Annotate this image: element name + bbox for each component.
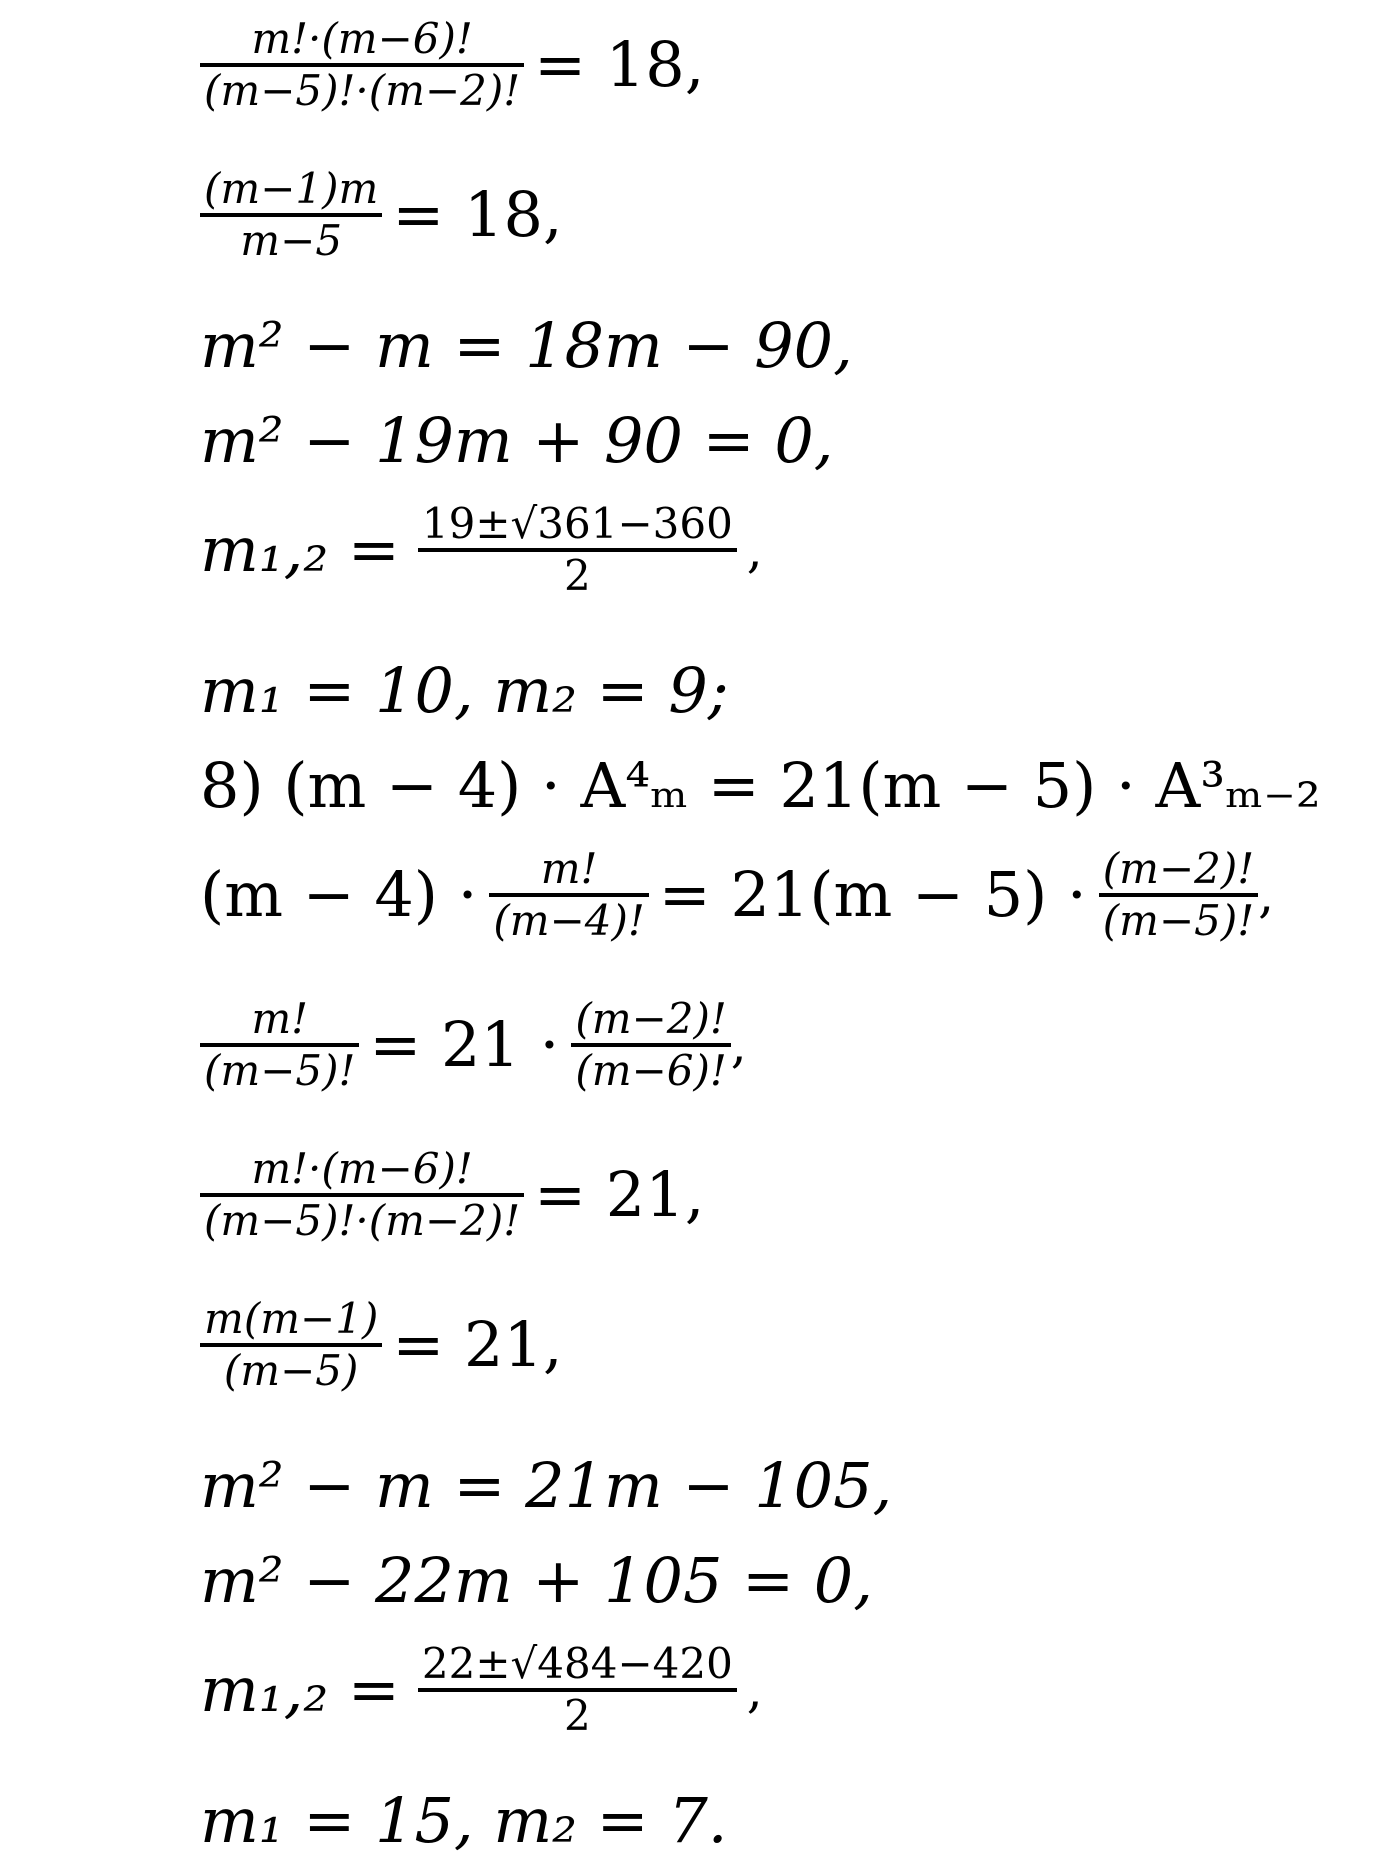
numerator: (m−2)! [1102, 844, 1255, 893]
numerator: m!·(m−6)! [251, 1144, 473, 1193]
numerator: (m−2)! [575, 994, 727, 1043]
fraction [200, 165, 382, 266]
denominator: (m−5) [223, 1346, 359, 1396]
equation-text: m² − 19m + 90 = 0, [200, 404, 834, 477]
numerator: 19±√361−360 [421, 499, 733, 548]
rhs: = 21, [534, 1158, 705, 1232]
denominator: (m−4)! [493, 896, 645, 946]
lhs: m₁,₂ = [200, 513, 400, 587]
denominator: (m−5)!·(m−2)! [204, 1196, 521, 1246]
rhs: = 21, [392, 1308, 563, 1382]
equation-text: m² − 22m + 105 = 0, [200, 1544, 873, 1617]
equation-text: m² − m = 18m − 90, [200, 309, 853, 382]
fraction [489, 845, 648, 946]
fraction [200, 1295, 382, 1396]
fraction [418, 500, 737, 601]
fraction [200, 995, 359, 1096]
comma: , [746, 1661, 763, 1720]
equation-line-11 [200, 1295, 563, 1396]
equation-line-12 [200, 1449, 893, 1522]
numerator: 22±√484−420 [421, 1639, 733, 1688]
equation-line-14 [200, 1640, 763, 1741]
equation-line-6 [200, 654, 729, 727]
equation-text: m² − m = 21m − 105, [200, 1449, 893, 1522]
equation-text: m₁ = 15, m₂ = 7. [200, 1784, 728, 1857]
numerator: (m−1)m [204, 164, 379, 213]
fraction [418, 1640, 737, 1741]
denominator: (m−5)! [204, 1046, 356, 1096]
fraction [571, 995, 730, 1096]
middle: = 21(m − 5) · [658, 858, 1087, 932]
denominator: 2 [563, 1691, 591, 1741]
denominator: m−5 [240, 216, 343, 266]
lhs: m₁,₂ = [200, 1653, 400, 1727]
rhs: = 18, [534, 28, 705, 102]
equation-line-15 [200, 1784, 728, 1857]
denominator: 2 [563, 551, 591, 601]
equation-line-3 [200, 309, 853, 382]
lhs: (m − 4) · [200, 858, 478, 932]
equation-line-5 [200, 500, 763, 601]
numerator: m! [540, 844, 598, 893]
equation-text: m₁ = 10, m₂ = 9; [200, 654, 729, 727]
rhs: = 18, [392, 178, 563, 252]
equation-line-1 [200, 15, 704, 116]
comma: , [746, 521, 763, 580]
comma: , [1258, 866, 1275, 925]
equation-line-10 [200, 1145, 704, 1246]
denominator: (m−5)! [1102, 896, 1255, 946]
equation-line-2 [200, 165, 563, 266]
equation-text: 8) (m − 4) · A⁴ₘ = 21(m − 5) · A³ₘ₋₂ [200, 749, 1321, 822]
numerator: m! [251, 994, 309, 1043]
middle: = 21 · [369, 1008, 560, 1082]
numerator: m(m−1) [204, 1294, 379, 1343]
equation-line-7 [200, 749, 1321, 822]
denominator: (m−6)! [575, 1046, 727, 1096]
denominator: (m−5)!·(m−2)! [204, 66, 521, 116]
equation-line-9 [200, 995, 747, 1096]
fraction [200, 1145, 524, 1246]
equation-line-8 [200, 845, 1274, 946]
fraction [1099, 845, 1258, 946]
equation-line-13 [200, 1544, 873, 1617]
equation-line-4 [200, 404, 834, 477]
fraction [200, 15, 524, 116]
comma: , [730, 1016, 747, 1075]
numerator: m!·(m−6)! [251, 14, 473, 63]
